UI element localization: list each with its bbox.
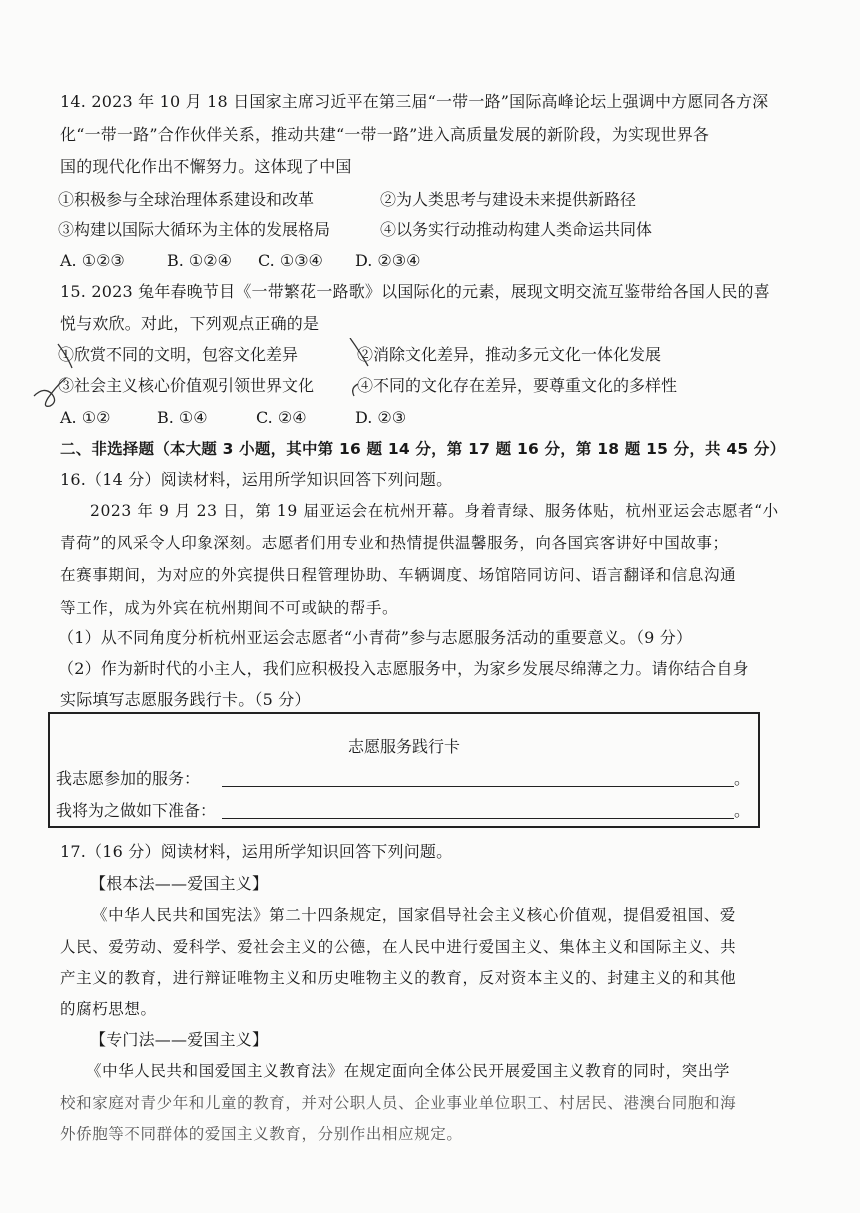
volunteer-practice-card: [48, 712, 760, 828]
q14-option-2: ②为人类思考与建设未来提供新路径: [380, 190, 637, 209]
q16-material-line-2: 青荷”的风采令人印象深刻。志愿者们用专业和热情提供温馨服务，向各国宾客讲好中国故事；: [60, 534, 729, 552]
q14-option-1: ①积极参与全球治理体系建设和改革: [58, 190, 315, 209]
card-row-preparation-blank[interactable]: [222, 818, 734, 819]
q15-answer-a: A. ①②: [60, 408, 111, 427]
q15-option-2: ②消除文化差异，推动多元文化一体化发展: [357, 345, 662, 364]
q15-answer-d: D. ②③: [355, 408, 407, 427]
q16-material-line-3: 在赛事期间，为对应的外宾提供日程管理协助、车辆调度、场馆陪同访问、语言翻译和信息沟通: [60, 566, 737, 584]
q15-answer-b: B. ①④: [157, 408, 208, 427]
q17-heading-special-law: 【专门法——爱国主义】: [90, 1030, 269, 1049]
q16-sub-question-2-line-1: （2）作为新时代的小主人，我们应积极投入志愿服务中，为家乡发展尽绵薄之力。请你结合自身: [58, 659, 749, 678]
q16-sub-question-1: （1）从不同角度分析杭州亚运会志愿者“小青荷”参与志愿服务活动的重要意义。（9 分）: [58, 628, 693, 647]
card-title: 志愿服务践行卡: [347, 737, 460, 756]
q14-answer-c: C. ①③④: [258, 251, 323, 270]
q14-stem-line-3: 国的现代化作出不懈努力。这体现了中国: [60, 157, 352, 176]
q14-stem-line-1: 14. 2023 年 10 月 18 日国家主席习近平在第三届“一带一路”国际高峰论坛上强调中方愿同各方深: [60, 92, 769, 111]
q16-material-line-1: 2023 年 9 月 23 日，第 19 届亚运会在杭州开幕。身着青绿、服务体贴，杭州亚运会志愿者“小: [90, 502, 779, 520]
q15-option-1: ①欣赏不同的文明，包容文化差异: [58, 345, 299, 364]
q14-answer-a: A. ①②③: [60, 251, 125, 270]
q15-stem-line-1: 15. 2023 兔年春晚节目《一带繁花一路歌》以国际化的元素，展现文明交流互鉴带给各国人民的喜: [60, 282, 770, 301]
q17-intro: 17.（16 分）阅读材料，运用所学知识回答下列问题。: [60, 842, 453, 861]
section-2-heading: 二、非选择题（本大题 3 小题，其中第 16 题 14 分，第 17 题 16 分，第 18 题 15 分，共 45 分）: [60, 440, 786, 458]
q16-intro: 16.（14 分）阅读材料，运用所学知识回答下列问题。: [60, 470, 453, 489]
q17-material2-line-2: 校和家庭对青少年和儿童的教育，并对公职人员、企业事业单位职工、村居民、港澳台同胞和海: [60, 1094, 737, 1112]
q17-heading-fundamental-law: 【根本法——爱国主义】: [90, 874, 269, 893]
q17-material1-line-2: 人民、爱劳动、爱科学、爱社会主义的公德，在人民中进行爱国主义、集体主义和国际主义、共: [60, 938, 737, 956]
q17-material1-line-4: 的腐朽思想。: [60, 1000, 157, 1018]
q14-stem-line-2: 化“一带一路”合作伙伴关系，推动共建“一带一路”进入高质量发展的新阶段，为实现世界各: [60, 125, 710, 144]
q17-material2-line-1: 《中华人民共和国爱国主义教育法》在规定面向全体公民开展爱国主义教育的同时，突出学: [86, 1062, 731, 1080]
q17-material1-line-3: 产主义的教育，进行辩证唯物主义和历史唯物主义的教育，反对资本主义的、封建主义的和其他: [60, 969, 737, 987]
q15-answer-c: C. ②④: [256, 408, 307, 427]
q14-answer-d: D. ②③④: [355, 251, 421, 270]
card-row-preparation-label: 我将为之做如下准备：: [56, 801, 217, 820]
card-row-service-blank[interactable]: [222, 786, 734, 787]
q15-stem-line-2: 悦与欢欣。对此，下列观点正确的是: [60, 314, 320, 333]
q14-option-3: ③构建以国际大循环为主体的发展格局: [58, 220, 331, 239]
q14-option-4: ④以务实行动推动构建人类命运共同体: [380, 220, 653, 239]
q17-material1-line-1: 《中华人民共和国宪法》第二十四条规定，国家倡导社会主义核心价值观，提倡爱祖国、爱: [92, 906, 737, 924]
q14-answer-b: B. ①②④: [167, 251, 232, 270]
card-row-service-label: 我志愿参加的服务：: [56, 769, 201, 788]
q17-material2-line-3: 外侨胞等不同群体的爱国主义教育，分别作出相应规定。: [60, 1125, 463, 1143]
q16-sub-question-2-line-2: 实际填写志愿服务践行卡。（5 分）: [60, 690, 311, 709]
card-row-service-end: 。: [734, 769, 751, 788]
q16-material-line-4: 等工作，成为外宾在杭州期间不可或缺的帮手。: [60, 599, 399, 617]
q15-option-3: ③社会主义核心价值观引领世界文化: [58, 376, 315, 395]
card-row-preparation-end: 。: [734, 801, 751, 820]
q15-option-4: ④不同的文化存在差异，要尊重文化的多样性: [357, 376, 678, 395]
